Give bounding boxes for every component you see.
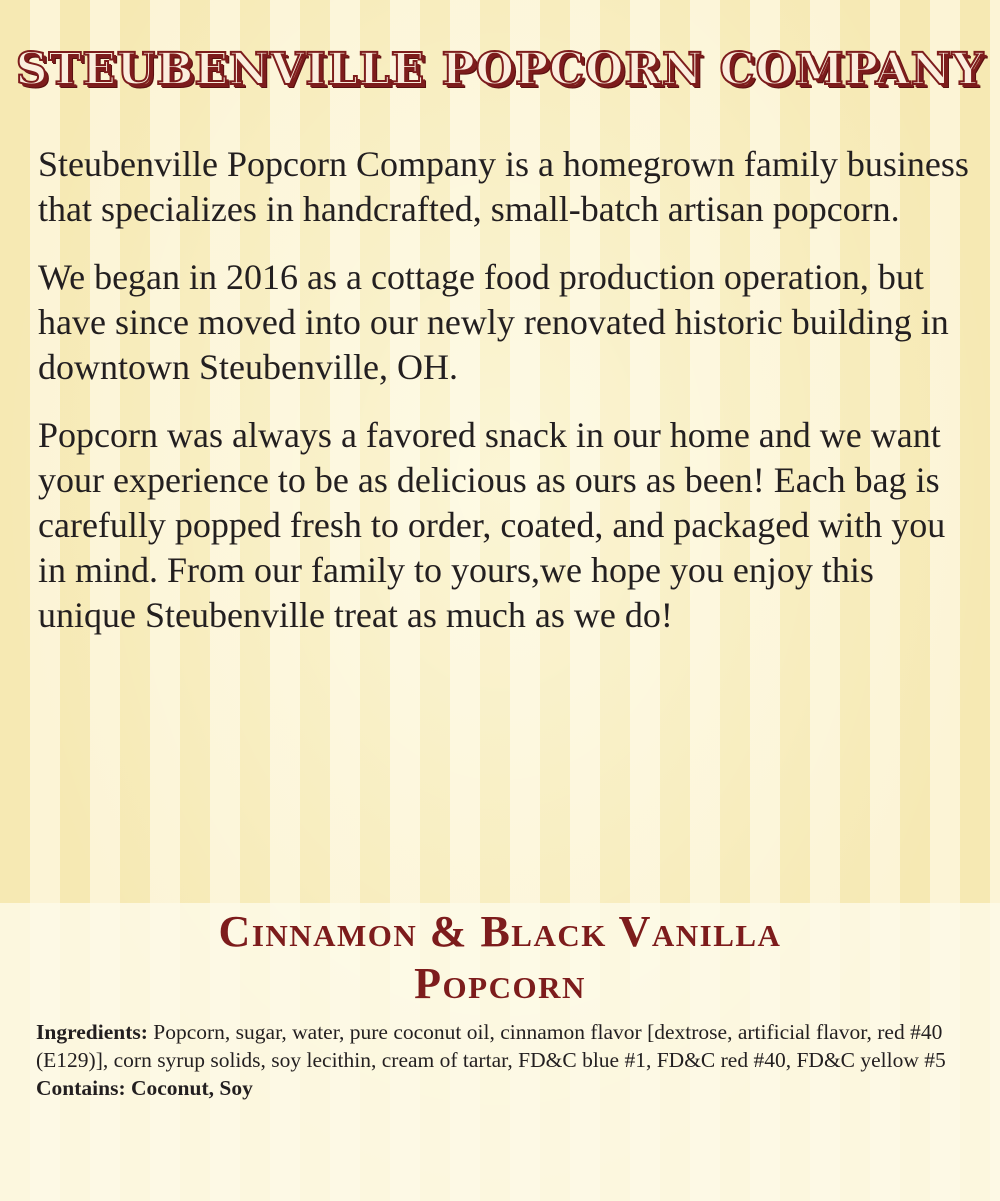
product-name-line-1: Cinnamon & Black Vanilla [218, 907, 782, 956]
intro-paragraph: Popcorn was always a favored snack in our home and we want your experience to be as delicious as ours as been! Each bag is carefully popped fresh to order, coated, and packaged with you in mind. From our family to yours,we hope you enjoy this unique Steubenville treat as much as we do! [38, 415, 946, 635]
product-name-line-2: Popcorn [414, 959, 586, 1008]
contains-label: Contains: [36, 1076, 126, 1100]
ingredients-block [36, 1018, 976, 1102]
ingredients-list [36, 1018, 976, 1074]
brand-title: STEUBENVILLE POPCORN COMPANY [15, 44, 985, 95]
ingredients-text: Popcorn, sugar, water, pure coconut oil, cinnamon flavor [dextrose, artificial flavor, red #40 (E129)], corn syrup solids, soy lecithin, cream of tartar, FD&C blue #1, FD&C red #40, FD&C yellow #5 [36, 1020, 946, 1072]
contains-text: Coconut, Soy [125, 1076, 253, 1100]
allergen-statement [36, 1074, 976, 1102]
intro-text [38, 142, 978, 661]
intro-paragraph: Steubenville Popcorn Company is a homegrown family business that specializes in handcrafted, small-batch artisan popcorn. [38, 144, 969, 229]
intro-paragraph: We began in 2016 as a cottage food production operation, but have since moved into our newly renovated historic building in downtown Steubenville, OH. [38, 257, 949, 387]
ingredients-label: Ingredients: [36, 1020, 148, 1044]
product-name [0, 906, 1000, 1010]
